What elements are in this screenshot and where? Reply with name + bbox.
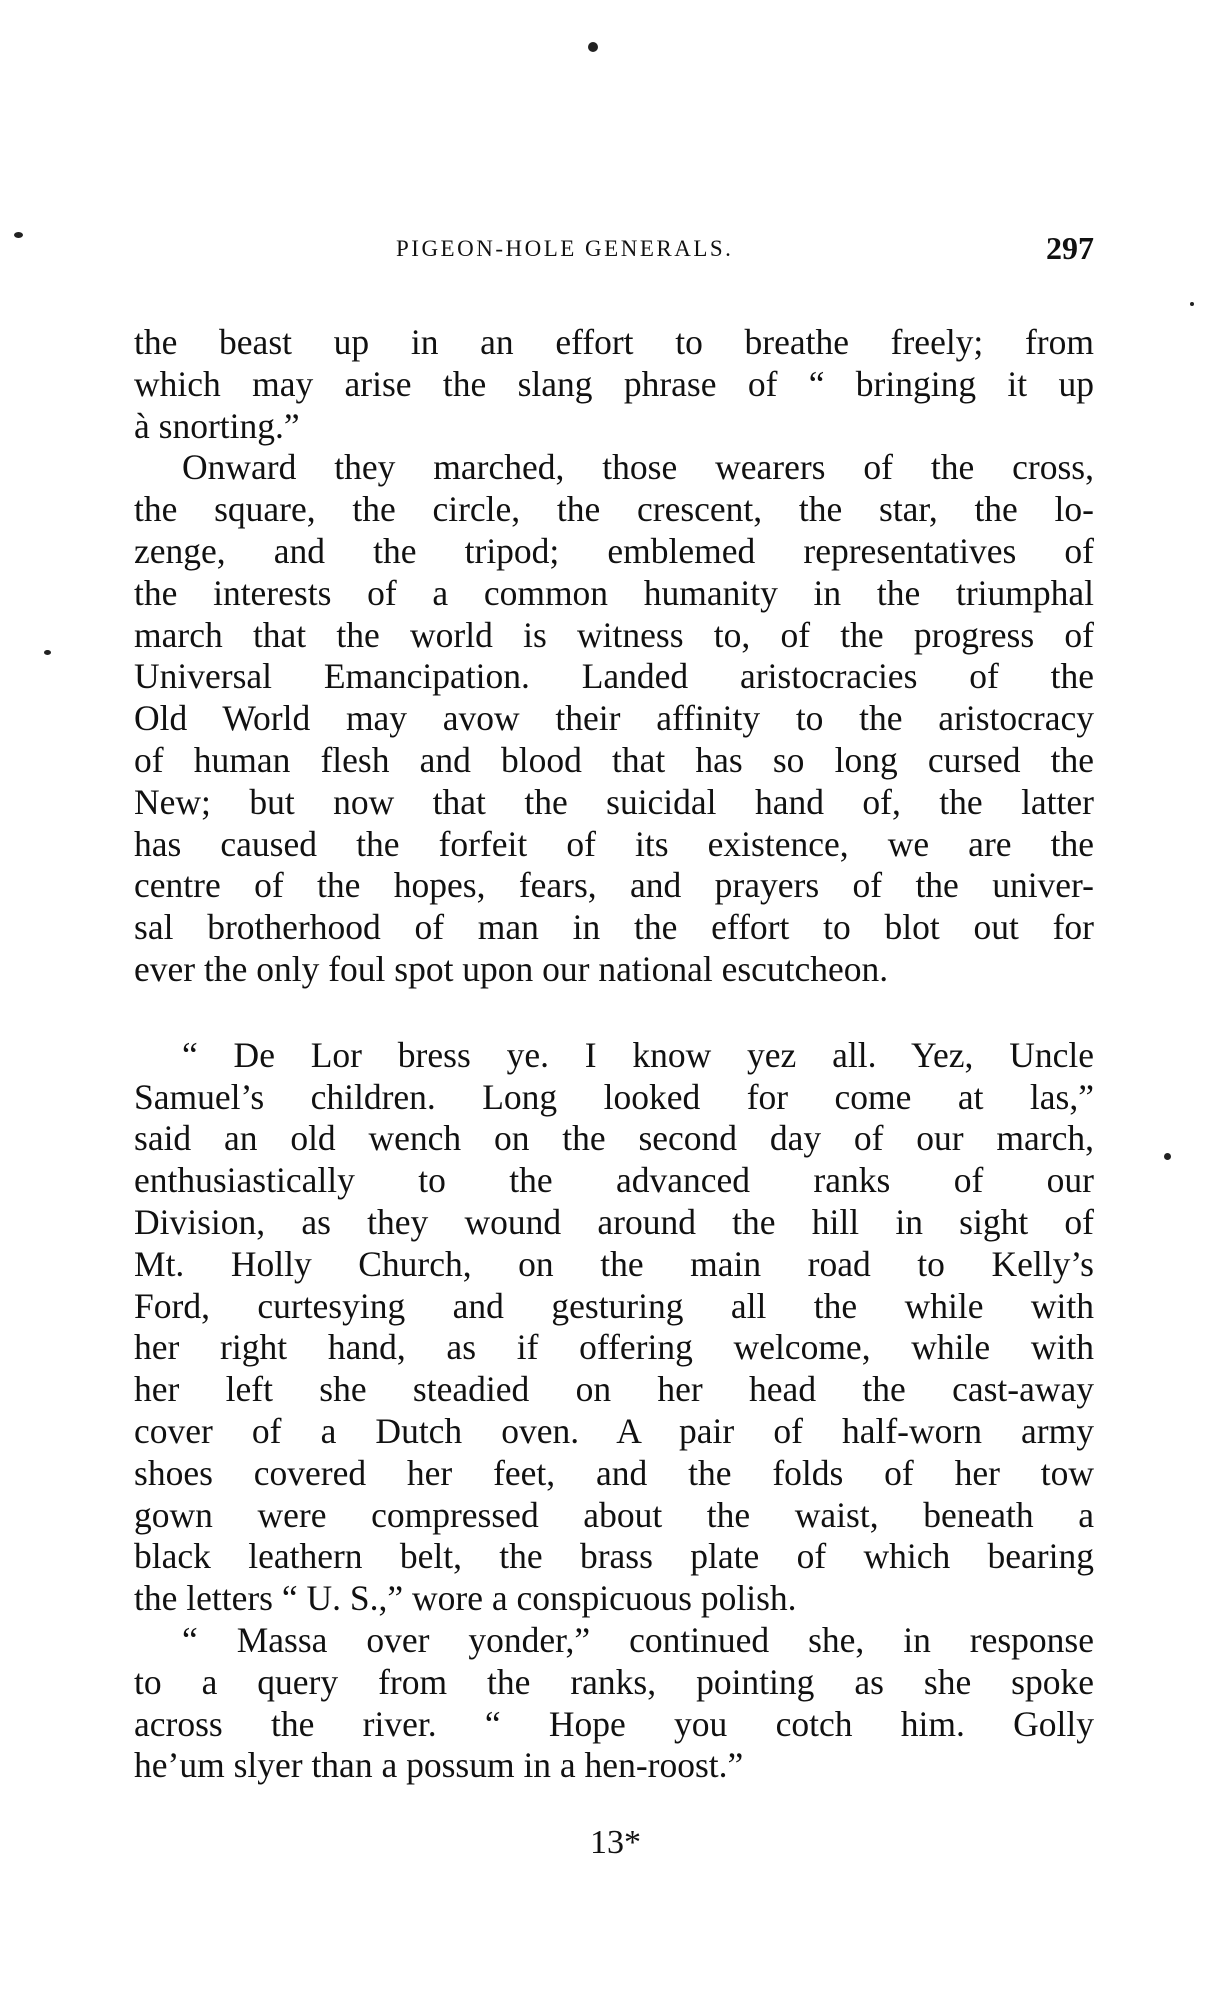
running-title: PIGEON-HOLE GENERALS. xyxy=(396,236,734,261)
text-line: the beast up in an effort to breathe freely; from xyxy=(134,322,1094,362)
text-line: to a query from the ranks, pointing as she spoke xyxy=(134,1661,1094,1702)
text-line: Onward they marched, those wearers of the cross, xyxy=(182,447,1094,488)
scan-speck xyxy=(588,42,598,52)
text-line: ever the only foul spot upon our national escutcheon. xyxy=(134,948,889,989)
text-line: centre of the hopes, fears, and prayers of the univer- xyxy=(134,865,1094,906)
text-line: which may arise the slang phrase of “ bringing it up xyxy=(134,363,1094,404)
scan-speck xyxy=(44,650,51,655)
page-number: 297 xyxy=(1046,230,1094,266)
text-line: Ford, curtesying and gesturing all the while with xyxy=(134,1285,1094,1326)
text-line: he’um slyer than a possum in a hen-roost.” xyxy=(134,1745,744,1786)
paragraph xyxy=(134,322,1094,447)
scan-speck xyxy=(1164,1153,1171,1160)
scan-speck xyxy=(1190,302,1194,306)
text-line: New; but now that the suicidal hand of, the latter xyxy=(134,781,1094,822)
paragraph xyxy=(134,447,1094,990)
text-line: the square, the circle, the crescent, the star, the lo- xyxy=(134,489,1094,530)
paragraph xyxy=(134,1620,1094,1787)
text-line: her left she steadied on her head the cast-away xyxy=(134,1369,1094,1410)
scan-speck xyxy=(14,232,23,238)
text-line: across the river. “ Hope you cotch him. Golly xyxy=(134,1703,1094,1744)
paragraph xyxy=(134,1035,1094,1620)
text-line: march that the world is witness to, of the progress of xyxy=(134,614,1094,655)
text-line: the interests of a common humanity in the triumphal xyxy=(134,572,1094,613)
signature-mark: 13* xyxy=(590,1824,641,1861)
text-line: the letters “ U. S.,” wore a conspicuous polish. xyxy=(134,1578,797,1619)
paragraph-gap xyxy=(134,991,1094,1035)
text-line: Samuel’s children. Long looked for come at las,” xyxy=(134,1076,1094,1117)
text-line: has caused the forfeit of its existence, we are the xyxy=(134,823,1094,864)
text-line: cover of a Dutch oven. A pair of half-worn army xyxy=(134,1410,1094,1451)
text-line: of human flesh and blood that has so long cursed the xyxy=(134,739,1094,780)
text-line: shoes covered her feet, and the folds of her tow xyxy=(134,1452,1094,1493)
text-line: “ Massa over yonder,” continued she, in response xyxy=(182,1619,1094,1660)
page-header xyxy=(396,230,1094,270)
text-line: zenge, and the tripod; emblemed representatives of xyxy=(134,530,1094,571)
text-line: her right hand, as if offering welcome, while with xyxy=(134,1327,1094,1368)
text-line: “ De Lor bress ye. I know yez all. Yez, Uncle xyxy=(182,1034,1094,1075)
text-line: Old World may avow their affinity to the aristocracy xyxy=(134,698,1094,739)
text-line: gown were compressed about the waist, beneath a xyxy=(134,1494,1094,1535)
text-line: Mt. Holly Church, on the main road to Kelly’s xyxy=(134,1243,1094,1284)
text-line: à snorting.” xyxy=(134,405,300,446)
text-line: Division, as they wound around the hill in sight of xyxy=(134,1201,1094,1242)
text-line: enthusiastically to the advanced ranks of our xyxy=(134,1160,1094,1201)
text-line: black leathern belt, the brass plate of which bearing xyxy=(134,1536,1094,1577)
text-line: said an old wench on the second day of our march, xyxy=(134,1118,1094,1159)
text-line: sal brotherhood of man in the effort to blot out for xyxy=(134,907,1094,948)
text-line: Universal Emancipation. Landed aristocracies of the xyxy=(134,656,1094,697)
body-text xyxy=(134,322,1094,1787)
